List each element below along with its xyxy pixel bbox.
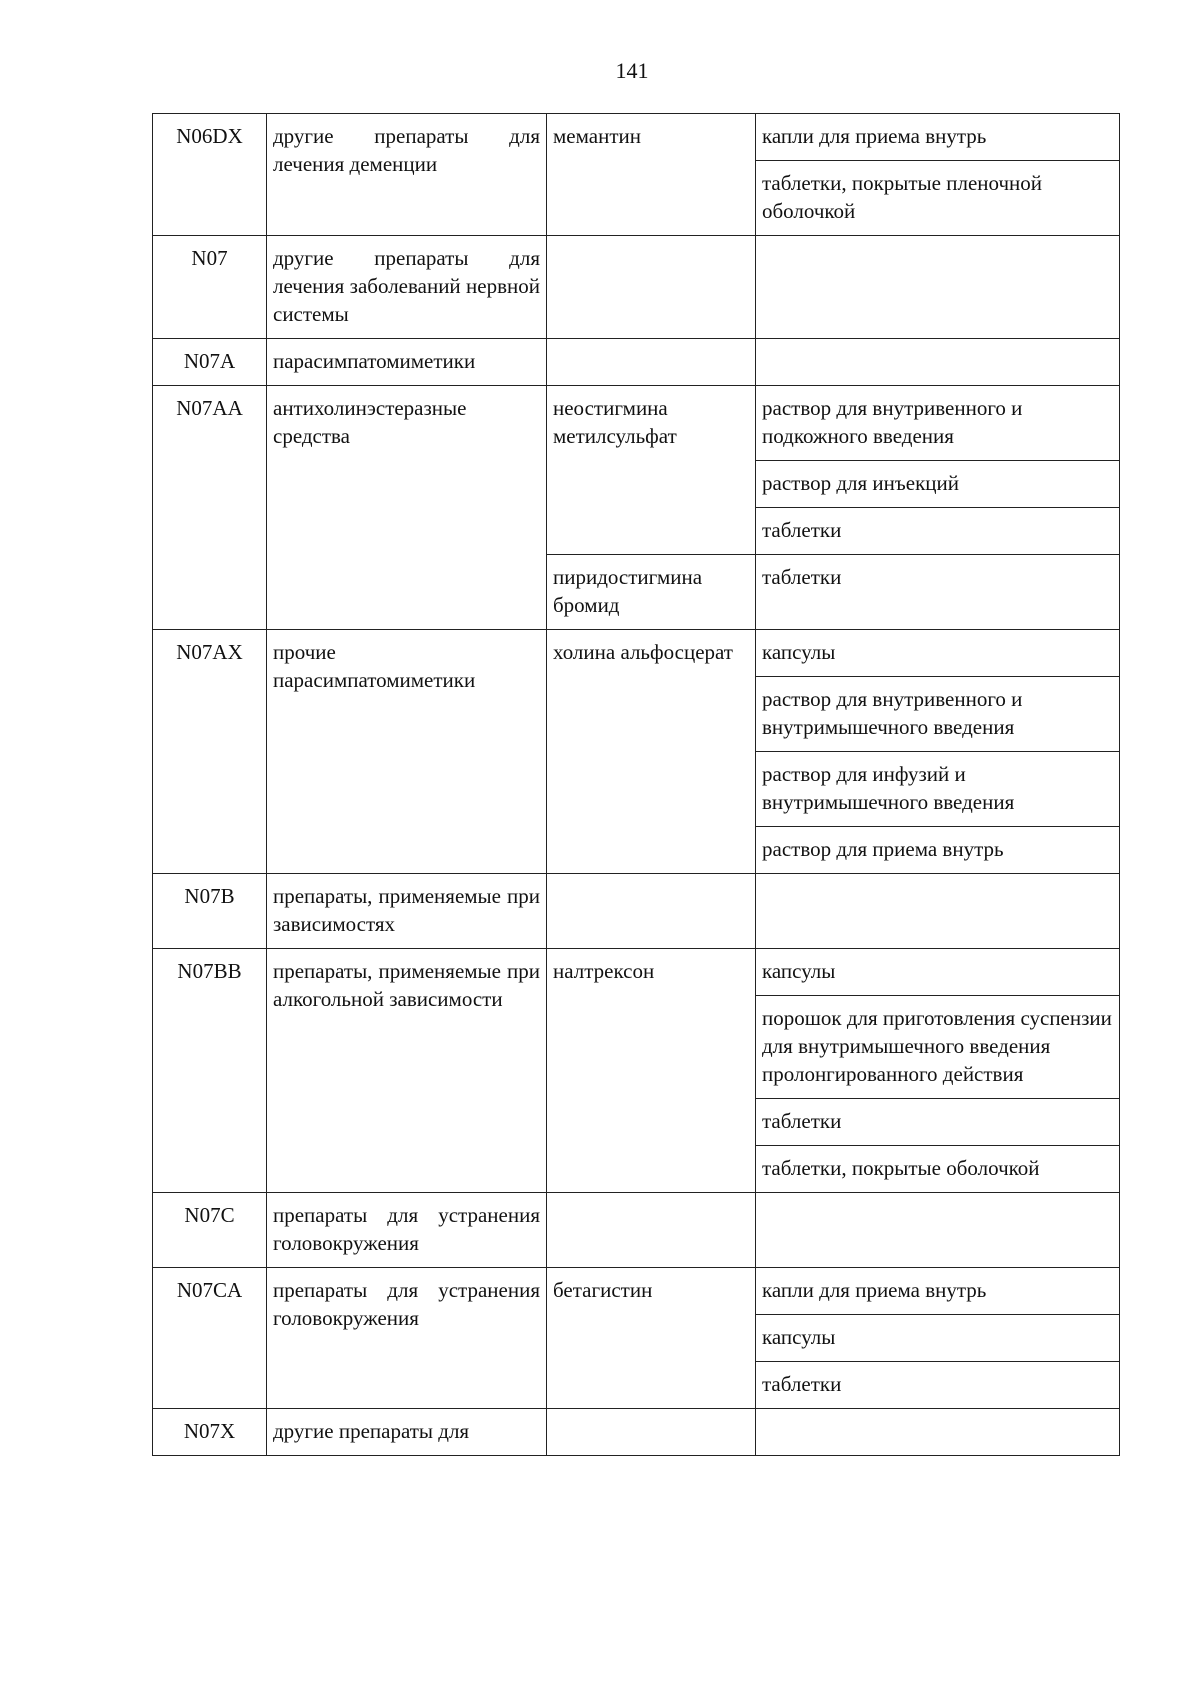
medication-table [152, 113, 1120, 1456]
dosage-form: капли для приема внутрь [756, 1268, 1120, 1315]
dosage-form: таблетки [756, 1099, 1120, 1146]
atc-code: N07A [153, 339, 267, 386]
drug-name: налтрексон [547, 949, 756, 1193]
pharm-group: другие препараты для лечения заболеваний нервной системы [267, 236, 547, 339]
atc-code: N07B [153, 874, 267, 949]
dosage-form: порошок для приготовления суспензии для внутримышечного введения пролонгированного действия [756, 996, 1120, 1099]
pharm-group: другие препараты для лечения деменции [267, 114, 547, 236]
dosage-form: капсулы [756, 630, 1120, 677]
dosage-form: раствор для инъекций [756, 461, 1120, 508]
dosage-form: капсулы [756, 1315, 1120, 1362]
table-row [153, 949, 1120, 996]
pharm-group: прочие парасимпатомиметики [267, 630, 547, 874]
drug-name-empty [547, 1409, 756, 1456]
drug-name-empty [547, 1193, 756, 1268]
drug-name: неостигмина метилсульфат [547, 386, 756, 555]
table-row [153, 630, 1120, 677]
atc-code: N07X [153, 1409, 267, 1456]
table-row [153, 1268, 1120, 1315]
drug-name: мемантин [547, 114, 756, 236]
dosage-form: раствор для приема внутрь [756, 827, 1120, 874]
atc-code: N07AX [153, 630, 267, 874]
dosage-form-empty [756, 339, 1120, 386]
dosage-form: раствор для внутривенного и подкожного введения [756, 386, 1120, 461]
dosage-form-empty [756, 236, 1120, 339]
dosage-form-empty [756, 1409, 1120, 1456]
dosage-form-empty [756, 1193, 1120, 1268]
dosage-form: таблетки [756, 508, 1120, 555]
table-row [153, 1409, 1120, 1456]
table-row [153, 386, 1120, 461]
dosage-form-empty [756, 874, 1120, 949]
dosage-form: капсулы [756, 949, 1120, 996]
dosage-form: капли для приема внутрь [756, 114, 1120, 161]
table-body [153, 114, 1120, 1456]
drug-name: холина альфосцерат [547, 630, 756, 874]
dosage-form: раствор для внутривенного и внутримышечного введения [756, 677, 1120, 752]
pharm-group: препараты, применяемые при алкогольной зависимости [267, 949, 547, 1193]
table-row [153, 339, 1120, 386]
atc-code: N07AA [153, 386, 267, 630]
pharm-group: препараты, применяемые при зависимостях [267, 874, 547, 949]
atc-code: N07CA [153, 1268, 267, 1409]
drug-name-empty [547, 339, 756, 386]
drug-name-empty [547, 236, 756, 339]
dosage-form: таблетки, покрытые оболочкой [756, 1146, 1120, 1193]
atc-code: N07 [153, 236, 267, 339]
dosage-form: таблетки [756, 1362, 1120, 1409]
dosage-form: таблетки, покрытые пленочной оболочкой [756, 161, 1120, 236]
atc-code: N07BB [153, 949, 267, 1193]
pharm-group: препараты для устранения головокружения [267, 1193, 547, 1268]
pharm-group: антихолинэстеразные средства [267, 386, 547, 630]
drug-name-empty [547, 874, 756, 949]
atc-code: N07C [153, 1193, 267, 1268]
page-number: 141 [615, 58, 649, 83]
drug-name: пиридостигмина бромид [547, 555, 756, 630]
table-row [153, 236, 1120, 339]
dosage-form: раствор для инфузий и внутримышечного введения [756, 752, 1120, 827]
table-row [153, 1193, 1120, 1268]
pharm-group: препараты для устранения головокружения [267, 1268, 547, 1409]
table-row [153, 114, 1120, 161]
drug-name: бетагистин [547, 1268, 756, 1409]
pharm-group: другие препараты для [267, 1409, 547, 1456]
atc-code: N06DX [153, 114, 267, 236]
dosage-form: таблетки [756, 555, 1120, 630]
pharm-group: парасимпатомиметики [267, 339, 547, 386]
table-row [153, 874, 1120, 949]
